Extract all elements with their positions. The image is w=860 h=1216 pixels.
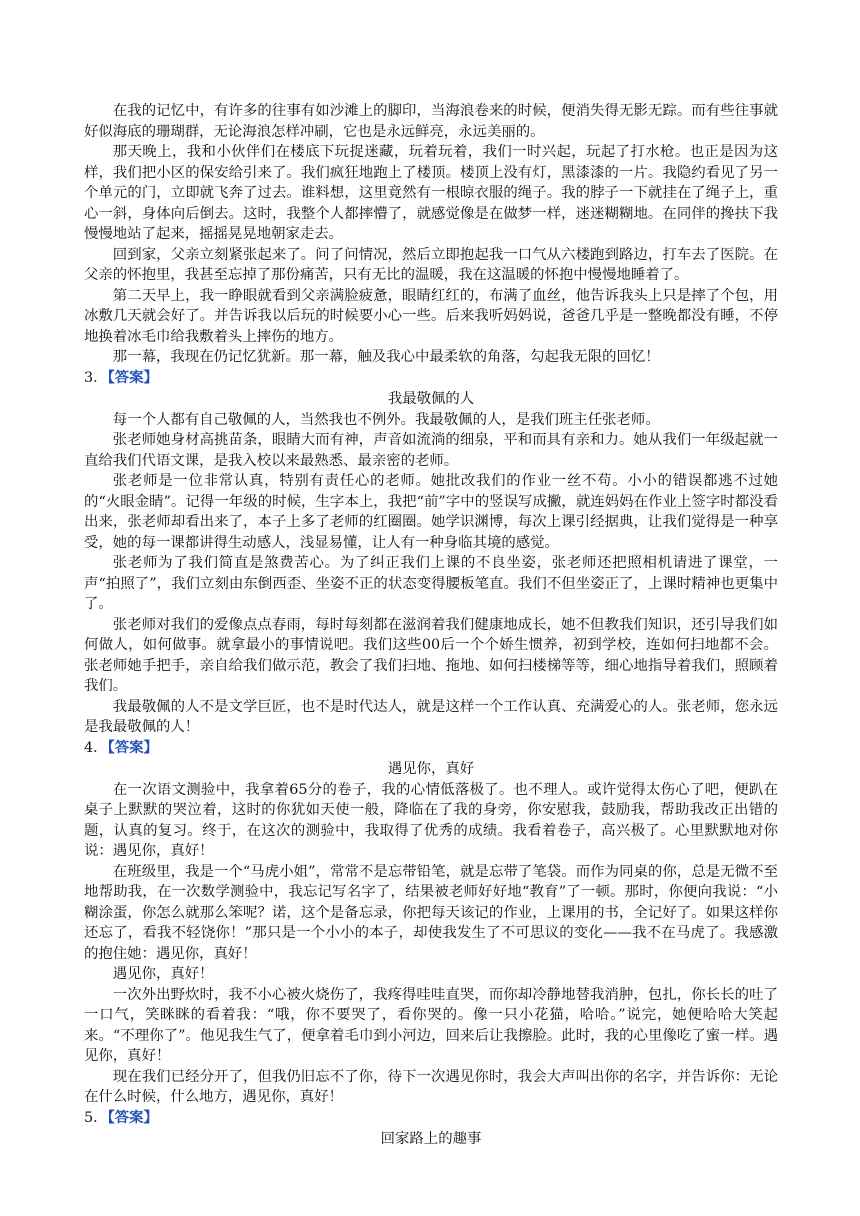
paragraph: 那天晚上，我和小伙伴们在楼底下玩捉迷藏，玩着玩着，我们一时兴起，玩起了打水枪。也正是因为这样，我们把小区的保安给引来了。我们疯狂地跑上了楼顶。楼顶上没有灯，黑漆漆的一片。我隐约看见了另一个单元的门，立即就飞奔了过去。谁料想，这里竟然有一根晾衣服的绳子。我的脖子一下就挂在了绳子上，重心一斜，身体向后倒去。这时，我整个人都摔懵了，就感觉像是在做梦一样，迷迷糊糊地。在同伴的搀扶下我慢慢地站了起来，摇摇晃晃地朝家走去。 [84,144,778,242]
answer-label: 【答案】 [107,368,158,386]
answer-label: 【答案】 [107,1108,158,1126]
paragraph: 张老师她身材高挑苗条，眼睛大而有神，声音如流淌的细泉，平和而具有亲和力。她从我们一年级起就一直给我们代语文课，是我入校以来最熟悉、最亲密的老师。 [84,432,778,469]
paragraph: 在我的记忆中，有许多的往事有如沙滩上的脚印，当海浪卷来的时候，便消失得无影无踪。而有些往事就好似海底的珊瑚群，无论海浪怎样冲刷，它也是永远鲜亮，永远美丽的。 [84,103,778,140]
answer-label: 【答案】 [107,738,158,756]
essay-title: 回家路上的趣事 [380,1131,482,1147]
paragraph: 回到家，父亲立刻紧张起来了。问了问情况，然后立即抱起我一口气从六楼跑到路边，打车去了医院。在父亲的怀抱里，我甚至忘掉了那份痛苦，只有无比的温暖，我在这温暖的怀抱中慢慢地睡着了。 [84,246,778,283]
paragraph: 在一次语文测验中，我拿着65分的卷子，我的心情低落极了。也不理人。或许觉得太伤心了吧，便趴在桌子上默默的哭泣着，这时的你犹如天使一般，降临在了我的身旁，你安慰我，鼓励我，帮助我改正出错的题，认真的复习。终于，在这次的测验中，我取得了优秀的成绩。我看着卷子，高兴极了。心里默默地对你说：遇见你，真好！ [84,781,778,859]
question-number: 3． [84,369,108,386]
question-number: 4． [84,739,108,756]
paragraph: 张老师对我们的爱像点点春雨，每时每刻都在滋润着我们健康地成长，她不但教我们知识，还引导我们如何做人，如何做事。就拿最小的事情说吧。我们这些00后一个个娇生惯养，初到学校，连如何扫地都不会。张老师她手把手，亲自给我们做示范，教会了我们扫地、拖地、如何扫楼梯等等，细心地指导着我们，照顾着我们。 [84,616,778,694]
answer-heading-4 [84,738,778,759]
answer-heading-3 [84,368,778,389]
paragraph: 每一个人都有自己敬佩的人，当然我也不例外。我最敬佩的人，是我们班主任张老师。 [112,411,660,428]
document-page [84,101,778,1150]
question-number: 5． [84,1109,108,1126]
paragraph: 那一幕，我现在仍记忆犹新。那一幕，触及我心中最柔软的角落，勾起我无限的回忆！ [112,349,660,365]
paragraph: 第二天早上，我一睁眼就看到父亲满脸疲惫，眼睛红红的，布满了血丝，他告诉我头上只是摔了个包，用冰敷几天就会好了。并告诉我以后玩的时候要小心一些。后来我听妈妈说，爸爸几乎是一整晚都没有睡，不停地换着冰毛巾给我敷着头上摔伤的地方。 [84,287,778,345]
answer-heading-5 [84,1108,778,1129]
paragraph: 在班级里，我是一个“马虎小姐”，常常不是忘带铅笔，就是忘带了笔袋。而作为同桌的你，总是无微不至地帮助我，在一次数学测验中，我忘记写名字了，结果被老师好好地“教育”了一顿。那时，你便向我说：“小糊涂蛋，你怎么就那么笨呢？诺，这个是备忘录，你把每天该记的作业，上课用的书，全记好了。如果这样你还忘了，看我不轻饶你！”那只是一个小小的本子，却使我发生了不可思议的变化——我不在马虎了。我感激的抱住她：遇见你，真好！ [84,863,778,962]
paragraph: 一次外出野炊时，我不小心被火烧伤了，我疼得哇哇直哭，而你却冷静地替我消肿，包扎，你长长的吐了一口气，笑眯眯的看着我：“哦，你不要哭了，看你哭的。像一只小花猫，哈哈。”说完，她便哈哈大笑起来。“不理你了”。他见我生气了，便拿着毛巾到小河边，回来后让我擦脸。此时，我的心里像吃了蜜一样。遇见你，真好！ [84,986,778,1064]
paragraph: 遇见你，真好！ [112,966,214,982]
essay-title: 遇见你，真好 [387,761,475,777]
paragraph: 张老师为了我们简直是煞费苦心。为了纠正我们上课的不良坐姿，张老师还把照相机请进了课堂，一声“拍照了”，我们立刻由东倒西歪、坐姿不正的状态变得腰板笔直。我们不但坐姿正了，上课时精神也更集中了。 [84,555,778,612]
paragraph: 现在我们已经分开了，但我仍旧忘不了你，待下一次遇见你时，我会大声叫出你的名字，并告诉你：无论在什么时候，什么地方，遇见你，真好！ [84,1068,778,1105]
paragraph: 我最敬佩的人不是文学巨匠，也不是时代达人，就是这样一个工作认真、充满爱心的人。张老师，您永远是我最敬佩的人！ [84,698,778,735]
essay-section-3 [84,410,778,738]
essay-section-4 [84,780,778,1108]
essay-title: 我最敬佩的人 [387,391,475,407]
essay-section-2 [84,101,778,368]
paragraph: 张老师是一位非常认真，特别有责任心的老师。她批改我们的作业一丝不苟。小小的错误都逃不过她的“火眼金睛”。记得一年级的时候，生字本上，我把“前”字中的竖误写成撇，就连妈妈在作业上签字时都没看出来，张老师却看出来了，本子上多了老师的红圈圈。她学识渊博，每次上课引经据典，让我们觉得是一种享受，她的每一课都讲得生动感人，浅显易懂，让人有一种身临其境的感觉。 [84,473,778,551]
